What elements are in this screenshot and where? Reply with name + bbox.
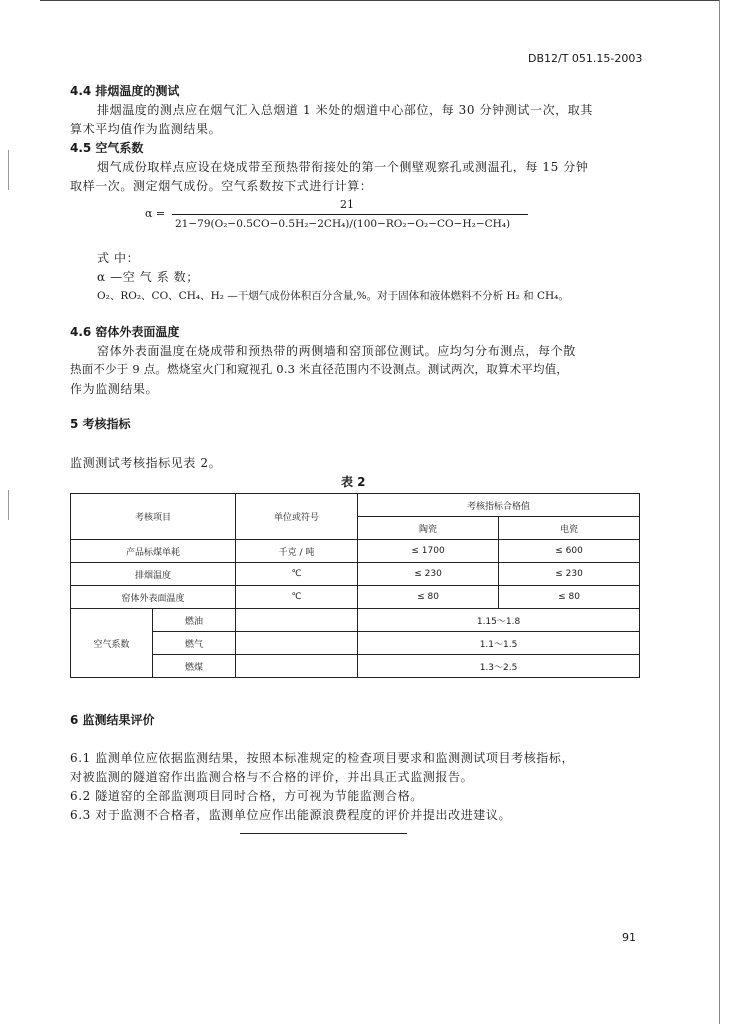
end-divider (240, 833, 407, 834)
cell-ceramic: ≤ 1700 (358, 540, 499, 563)
cell-fuel: 燃气 (153, 632, 236, 655)
paragraph-line: 对被监测的隧道窑作出监测合格与不合格的评价，并出具正式监测报告。 (70, 770, 474, 784)
cell-range: 1.3～2.5 (358, 655, 640, 678)
cell-unit-empty (236, 632, 358, 655)
cell-electro: ≤ 600 (499, 540, 640, 563)
cell-fuel: 燃煤 (153, 655, 236, 678)
cell-unit: ℃ (236, 563, 358, 586)
cell-ceramic: ≤ 80 (358, 586, 499, 609)
header-item: 考核项目 (71, 494, 236, 540)
cell-unit: 千克 / 吨 (236, 540, 358, 563)
assessment-table (70, 493, 640, 678)
alpha-definition: α —空 气 系 数； (97, 270, 199, 284)
page-right-border (719, 0, 720, 1024)
paragraph-line: 热面不少于 9 点。燃烧室火门和窥视孔 0.3 米直径范围内不设测点。测试两次，取算术平均值， (70, 362, 569, 376)
cell-item: 窑体外表面温度 (71, 586, 236, 609)
page-top-border (40, 0, 720, 1)
paragraph-line: 窑体外表面温度在烧成带和预热带的两侧墙和窑顶部位测试。应均匀分布测点，每个散 (97, 344, 576, 358)
formula-denominator: 21−79(O₂−0.5CO−0.5H₂−2CH₄)/(100−RO₂−O₂−CO−H₂−CH₄) (175, 218, 511, 230)
paragraph-line: 作为监测结果。 (70, 382, 159, 396)
cell-unit-empty (236, 655, 358, 678)
formula-numerator: 21 (340, 198, 354, 211)
table-header-row (71, 494, 640, 517)
table-title: 表 2 (341, 475, 366, 489)
paragraph-line: 算术平均值作为监测结果。 (70, 122, 222, 136)
scan-mark (8, 490, 9, 520)
cell-electro: ≤ 80 (499, 586, 640, 609)
section-4-4-heading: 4.4 排烟温度的测试 (70, 84, 180, 98)
table-row (71, 563, 640, 586)
section-6-heading: 6 监测结果评价 (70, 713, 155, 727)
paragraph-line: 6.1 监测单位应依据监测结果，按照本标准规定的检查项目要求和监测测试项目考核指标， (70, 751, 575, 765)
paragraph-line: 取样一次。测定烟气成份。空气系数按下式进行计算： (70, 179, 373, 193)
fraction-bar (172, 214, 528, 215)
header-group: 考核指标合格值 (358, 494, 640, 517)
cell-item: 产品标煤单耗 (71, 540, 236, 563)
gas-definition: O₂、RO₂、CO、CH₄、H₂ —干烟气成份体积百分含量,%。对于固体和液体燃料不分析 H₂ 和 CH₄。 (97, 290, 569, 302)
table-row (71, 632, 640, 655)
section-4-6-heading: 4.6 窑体外表面温度 (70, 325, 180, 339)
cell-range: 1.15～1.8 (358, 609, 640, 632)
paragraph-line: 6.2 隧道窑的全部监测项目同时合格，方可视为节能监测合格。 (70, 789, 423, 803)
table-row (71, 540, 640, 563)
cell-item: 排烟温度 (71, 563, 236, 586)
cell-range: 1.1～1.5 (358, 632, 640, 655)
header-unit: 单位或符号 (236, 494, 358, 540)
cell-unit-empty (236, 609, 358, 632)
document-id: DB12/T 051.15-2003 (528, 52, 643, 65)
section-4-5-heading: 4.5 空气系数 (70, 141, 144, 155)
cell-ceramic: ≤ 230 (358, 563, 499, 586)
section-5-heading: 5 考核指标 (70, 417, 131, 431)
header-ceramic: 陶瓷 (358, 517, 499, 540)
table-row (71, 655, 640, 678)
table-row (71, 609, 640, 632)
page-number: 91 (622, 931, 636, 944)
paragraph-line: 排烟温度的测点应在烟气汇入总烟道 1 米处的烟道中心部位，每 30 分钟测试一次，取其 (97, 103, 593, 117)
table-row (71, 586, 640, 609)
paragraph-line: 监测测试考核指标见表 2。 (70, 456, 222, 470)
header-electro: 电瓷 (499, 517, 640, 540)
cell-fuel: 燃油 (153, 609, 236, 632)
cell-unit: ℃ (236, 586, 358, 609)
paragraph-line: 烟气成份取样点应设在烧成带至预热带衔接处的第一个侧壁观察孔或测温孔，每 15 分钟 (97, 160, 589, 174)
formula-lhs: α = (145, 207, 166, 220)
scan-mark (8, 150, 9, 190)
paragraph-line: 6.3 对于监测不合格者，监测单位应作出能源浪费程度的评价并提出改进建议。 (70, 808, 512, 822)
where-label: 式 中： (97, 251, 140, 265)
cell-electro: ≤ 230 (499, 563, 640, 586)
cell-air-coef: 空气系数 (71, 609, 153, 678)
